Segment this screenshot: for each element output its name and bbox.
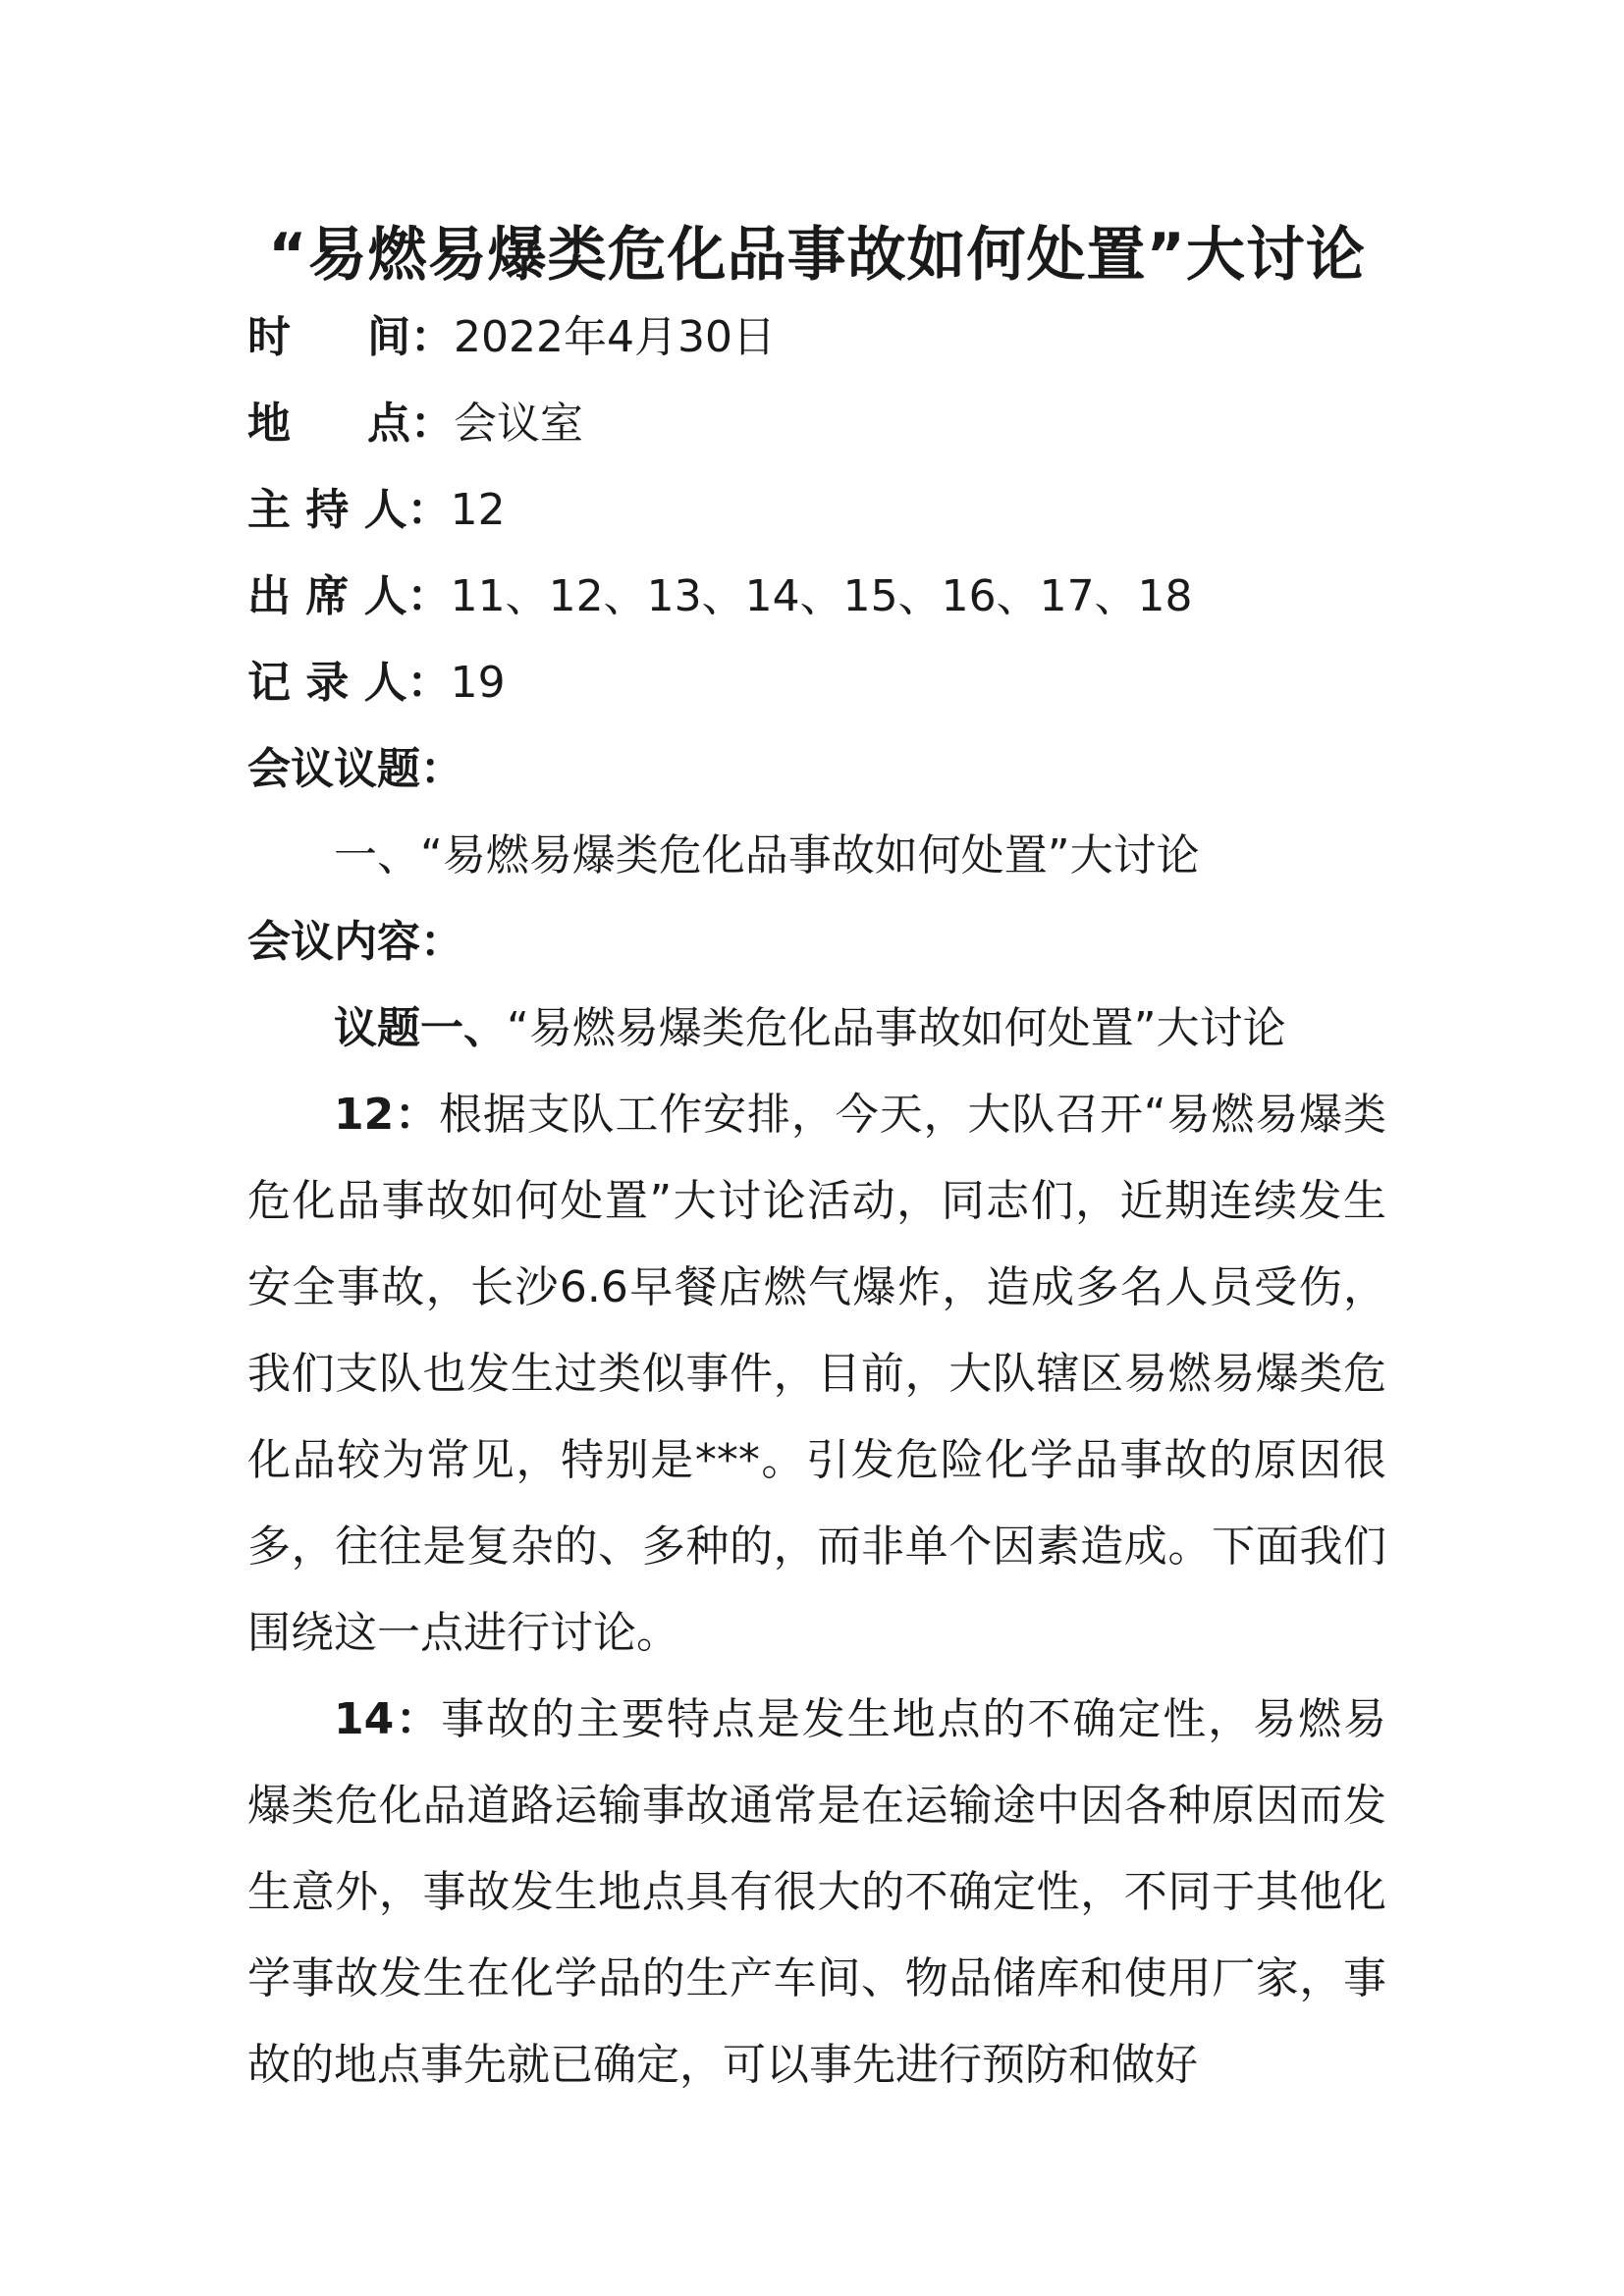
meta-host bbox=[247, 467, 1386, 554]
meta-place-colon: ： bbox=[410, 399, 454, 449]
meta-recorder-value: 19 bbox=[450, 658, 506, 708]
paragraph-speaker-14 bbox=[247, 1677, 1386, 2109]
meta-place-label-b: 点 bbox=[367, 399, 410, 449]
paragraph-speaker-12 bbox=[247, 1072, 1386, 1677]
meta-time bbox=[247, 294, 1386, 381]
meta-time-label bbox=[247, 294, 410, 381]
paragraph-text: 根据支队工作安排，今天，大队召开“易燃易爆类危化品事故如何处置”大讨论活动，同志们，近期连续发生安全事故，长沙6.6早餐店燃气爆炸，造成多名人员受伤，我们支队也发生过类似事件，目前，大队辖区易燃易爆类危化品较为常见，特别是***。引发危险化学品事故的原因很多，往往是复杂的、多种的，而非单个因素造成。下面我们围绕这一点进行讨论。 bbox=[247, 1090, 1386, 1658]
meta-time-label-a: 时 bbox=[247, 312, 291, 362]
meta-attendees-value: 11、12、13、14、15、16、17、18 bbox=[450, 571, 1193, 621]
meta-place-value: 会议室 bbox=[454, 399, 583, 449]
meta-time-value: 2022年4月30日 bbox=[454, 312, 776, 362]
topic-label: 议题一、 bbox=[334, 1003, 507, 1053]
meta-recorder bbox=[247, 640, 1386, 726]
meta-place bbox=[247, 381, 1386, 467]
meta-host-label: 主 持 人 bbox=[247, 485, 407, 535]
speaker-label: 14： bbox=[334, 1694, 442, 1744]
meta-time-colon: ： bbox=[410, 312, 454, 362]
agenda-item: 一、“易燃易爆类危化品事故如何处置”大讨论 bbox=[334, 830, 1200, 881]
meta-attendees-colon: ： bbox=[406, 571, 451, 621]
meta-recorder-label: 记 录 人 bbox=[247, 658, 407, 708]
document-title: “易燃易爆类危化品事故如何处置”大讨论 bbox=[268, 221, 1366, 290]
paragraph-text: 事故的主要特点是发生地点的不确定性，易燃易爆类危化品道路运输事故通常是在运输途中因各种原因而发生意外，事故发生地点具有很大的不确定性，不同于其他化学事故发生在化学品的生产车间、物品储库和使用厂家，事故的地点事先就已确定，可以事先进行预防和做好 bbox=[247, 1694, 1387, 2090]
meta-attendees bbox=[247, 554, 1386, 640]
meta-host-value: 12 bbox=[450, 485, 506, 535]
topic-line bbox=[247, 986, 1386, 1072]
meta-host-colon: ： bbox=[406, 485, 451, 535]
speaker-label: 12： bbox=[334, 1090, 439, 1140]
agenda-heading: 会议议题： bbox=[247, 744, 463, 794]
meta-time-label-b: 间 bbox=[367, 312, 410, 362]
content-heading: 会议内容： bbox=[247, 917, 463, 967]
meta-attendees-label: 出 席 人 bbox=[247, 571, 407, 621]
meta-place-label bbox=[247, 381, 410, 467]
meta-recorder-colon: ： bbox=[406, 658, 451, 708]
topic-text: “易燃易爆类危化品事故如何处置”大讨论 bbox=[507, 1003, 1286, 1053]
meta-place-label-a: 地 bbox=[247, 399, 291, 449]
document-body bbox=[247, 216, 1386, 2109]
